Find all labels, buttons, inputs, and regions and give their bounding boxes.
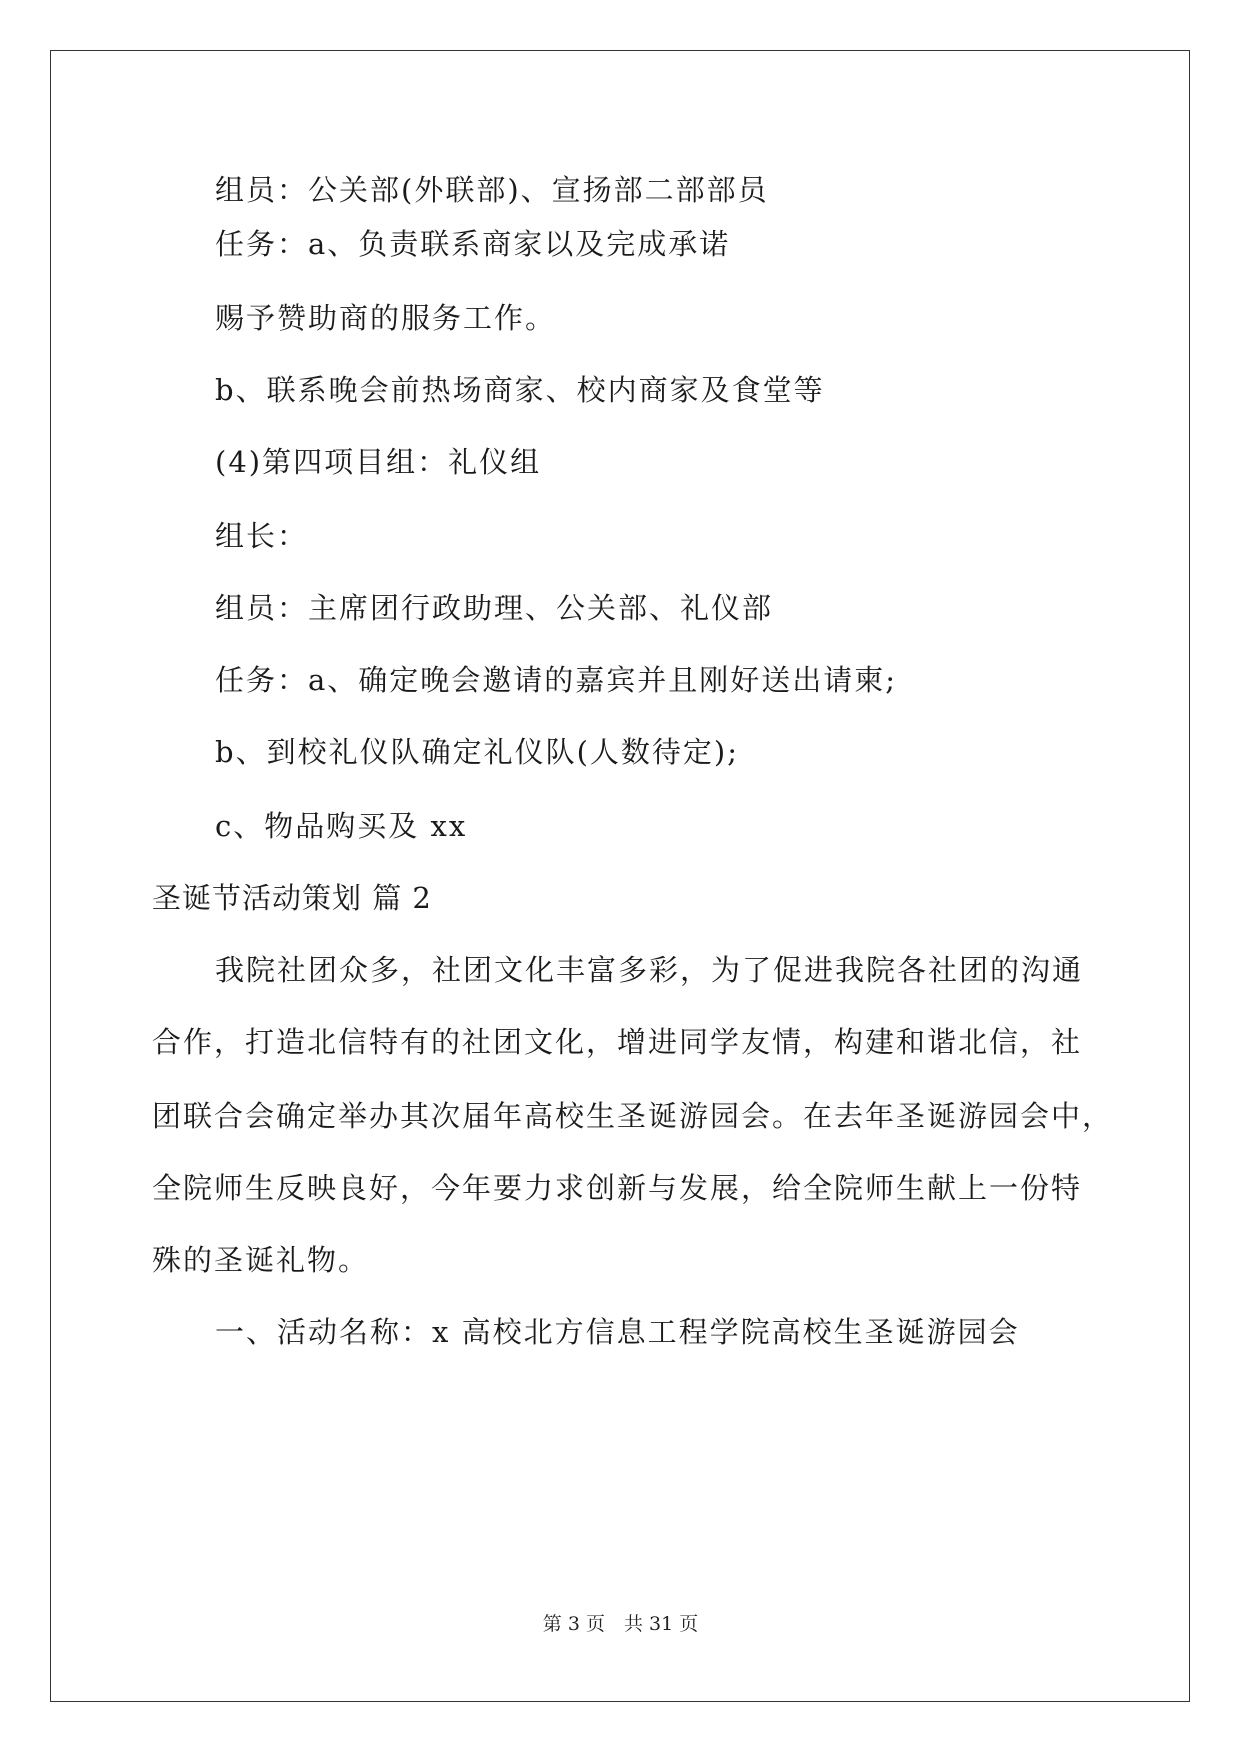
text-line-task-b: b、联系晚会前热场商家、校内商家及食堂等 [215, 373, 825, 407]
text-line-etiquette-task-c: c、物品购买及 xx [215, 809, 468, 843]
text-line-task-a: 任务：a、负责联系商家以及完成承诺 [215, 227, 731, 261]
paragraph-line-1: 我院社团众多，社团文化丰富多彩，为了促进我院各社团的沟通 [215, 953, 1084, 987]
paragraph-line-3: 团联合会确定举办其次届年高校生圣诞游园会。在去年圣诞游园会中， [152, 1099, 1114, 1133]
text-line-sponsor-service: 赐予赞助商的服务工作。 [215, 301, 557, 335]
page-footer [0, 1612, 1241, 1636]
text-line-group-leader: 组长： [215, 519, 309, 553]
paragraph-line-2: 合作，打造北信特有的社团文化，增进同学友情，构建和谐北信，社 [152, 1025, 1083, 1059]
text-line-etiquette-task-a: 任务：a、确定晚会邀请的嘉宾并且刚好送出请柬; [215, 663, 898, 697]
page-number-label: 第 3 页 共 31 页 [542, 1613, 699, 1635]
section-title: 圣诞节活动策划 篇 2 [152, 881, 432, 915]
activity-name-line: 一、活动名称：x 高校北方信息工程学院高校生圣诞游园会 [215, 1315, 1020, 1349]
text-line-group-four: (4)第四项目组：礼仪组 [215, 445, 542, 479]
text-line-members: 组员：公关部(外联部)、宣扬部二部部员 [215, 173, 769, 207]
text-line-etiquette-members: 组员：主席团行政助理、公关部、礼仪部 [215, 591, 774, 625]
text-line-etiquette-task-b: b、到校礼仪队确定礼仪队(人数待定); [215, 735, 739, 769]
paragraph-line-5: 殊的圣诞礼物。 [152, 1243, 370, 1277]
paragraph-line-4: 全院师生反映良好，今年要力求创新与发展，给全院师生献上一份特 [152, 1171, 1083, 1205]
